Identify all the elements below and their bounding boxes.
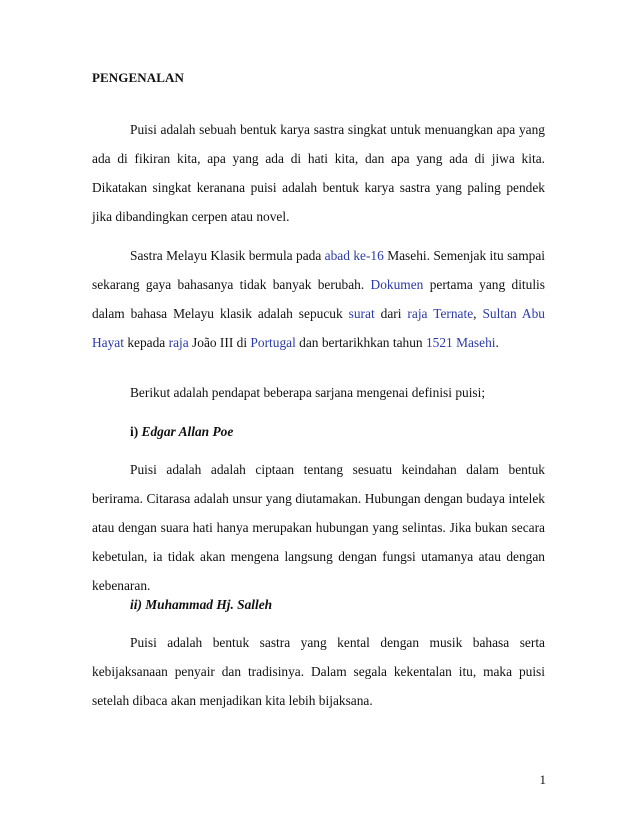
subheading-name: Edgar Allan Poe (141, 424, 234, 439)
link-portugal[interactable]: Portugal (250, 335, 296, 350)
paragraph-definisi-intro: Berikut adalah pendapat beberapa sarjana mengenai definisi puisi; (130, 385, 486, 400)
section-heading: PENGENALAN (92, 70, 185, 85)
subheading-name: ii) Muhammad Hj. Salleh (130, 597, 273, 612)
paragraph-salleh-definition: Puisi adalah bentuk sastra yang kental dengan musik bahasa serta kebijaksanaan penyair dan tradisinya. Dalam segala kekentalan itu, maka puisi setelah dibaca akan menjadikan kita lebih bijaksana. (92, 635, 545, 708)
link-raja[interactable]: raja (168, 335, 189, 350)
link-raja-ternate[interactable]: raja Ternate (407, 306, 474, 321)
text-run: Masehi. Semenjak itu sampai sekarang gaya bahasanya tidak banyak berubah. (92, 248, 545, 292)
link-1521-masehi[interactable]: 1521 Masehi (425, 335, 496, 350)
page-number: 1 (539, 772, 546, 787)
subheading-edgar-allan-poe (130, 424, 233, 440)
subheading-muhammad-hj-salleh (130, 597, 272, 613)
text-run: João III di (188, 335, 251, 350)
text-run: dan bertarikhkan tahun (295, 335, 426, 350)
link-sultan-abu-hayat[interactable]: Sultan Abu Hayat (92, 306, 545, 350)
text-run: . (495, 335, 499, 350)
subheading-number: i) (130, 424, 142, 439)
text-run: Sastra Melayu Klasik bermula pada (130, 248, 325, 263)
paragraph-intro: Puisi adalah sebuah bentuk karya sastra singkat untuk menuangkan apa yang ada di fikiran kita, apa yang ada di hati kita, dan apa yang ada di jiwa kita. Dikatakan singkat keranana puisi adalah bentuk karya sastra yang paling pendek jika dibandingkan cerpen atau novel. (92, 122, 545, 224)
link-abad-ke-16[interactable]: abad ke-16 (324, 248, 384, 263)
text-run: kepada (123, 335, 169, 350)
link-dokumen[interactable]: Dokumen (370, 277, 424, 292)
paragraph-poe-definition: Puisi adalah adalah ciptaan tentang sesuatu keindahan dalam bentuk berirama. Citarasa adalah unsur yang diutamakan. Hubungan dengan budaya intelek atau dengan suara hati hanya merupakan hubungan yang selintas. Jika bukan secara kebetulan, ia tidak akan mengena langsung dengan fungsi utamanya atau dengan kebenaran. (92, 462, 545, 593)
text-run: , (473, 306, 483, 321)
text-run: pertama yang ditulis dalam bahasa Melayu klasik adalah sepucuk (92, 277, 545, 321)
link-surat[interactable]: surat (348, 306, 375, 321)
text-run: dari (374, 306, 408, 321)
paragraph-sastra-melayu (92, 241, 545, 357)
